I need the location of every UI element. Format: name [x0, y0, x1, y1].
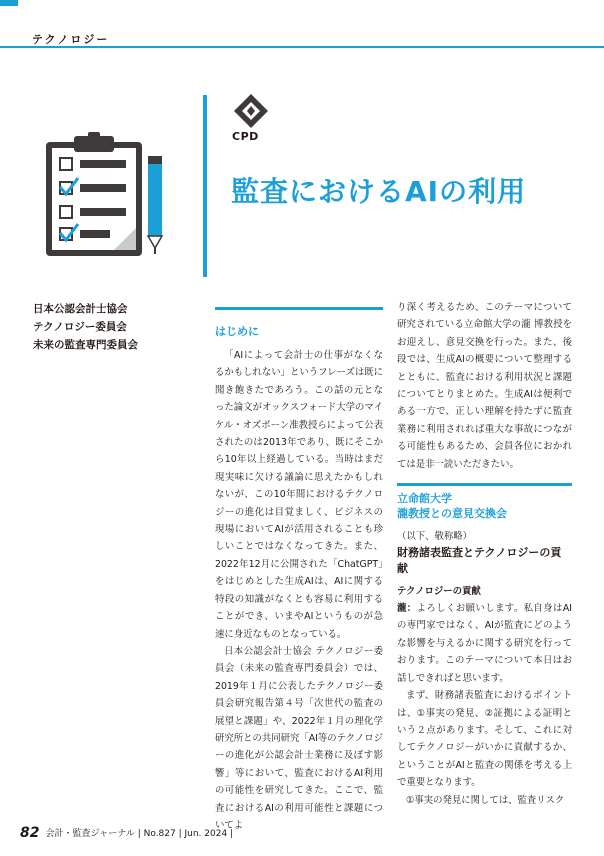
title-accent-bar	[203, 95, 207, 277]
author-line: 日本公認会計士協会	[33, 303, 128, 315]
author-line: テクノロジー委員会	[33, 321, 127, 333]
header-rule	[0, 46, 604, 48]
cpd-label: CPD	[232, 130, 259, 143]
paragraph: まず、財務諸表監査におけるポイントは、①事実の発見、②証拠による証明という２点があります。そして、これに対してテクノロジーがいかに貢献するか、ということがAIと監査の関係を考える上で重要となります。	[397, 690, 572, 789]
page-number: 82	[20, 825, 40, 841]
author-line: 未来の監査専門委員会	[33, 339, 138, 351]
heading-line: 立命館大学	[397, 492, 452, 506]
page-footer	[20, 825, 233, 841]
text-column-2	[397, 300, 572, 809]
paragraph: ①事実の発見に関しては、監査リスク	[406, 794, 565, 806]
text-column-1	[215, 300, 383, 834]
paragraph: 日本公認会計士協会 テクノロジー委員会（未来の監査専門委員会）では、2019年１月に公表したテクノロジー委員会研究報告第４号「次世代の監査の展望と課題」や、2022年１月の理化学研究所との共同研究「AI等のテクノロジーの進化が公認会計士業務に及ぼす影響」等において、監査におけるAI利用の可能性を研究してきた。ここで、監査におけるAIの利用可能性と課題についてよ	[215, 645, 383, 831]
paragraph: 「AIによって会計士の仕事がなくなるかもしれない」というフレーズは既に聞き飽きたであろう。この話の元となった論文がオックスフォード大学のマイケル・オズボーン准教授らによって公表されたのは2013年であり、既にそこから10年以上経過している。当時はまだ現実味に欠ける議論に思えたかもしれないが、この10年間におけるテクノロジーの進化は目覚ましく、ビジネスの現場においてAIが活用されることも珍しいことではなくなってきた。また、2022年12月に公開された「ChatGPT」をはじめとした生成AIは、AIに関する特段の知識がなくとも容易に利用することができ、いまやAIというものが急速に身近なものとなっている。	[215, 350, 384, 640]
section-rule	[397, 483, 572, 486]
heading-line: 瀧教授との意見交換会	[397, 507, 507, 521]
paragraph	[397, 600, 572, 687]
speaker-label: 瀧：	[397, 603, 417, 615]
page-header	[0, 0, 604, 46]
article-title: 監査におけるAIの利用	[231, 175, 527, 208]
author-block	[33, 300, 138, 354]
subsubheading: テクノロジーの貢献	[397, 586, 481, 598]
note: （以下、敬称略）	[397, 531, 473, 543]
paragraph-text: よろしくお願いします。私自身はAIの専門家ではなく、AIが監査にどのような影響を与えるかに関する研究を行っております。このテーマについて本日はお話しできればと思います。	[397, 603, 572, 684]
section-heading: はじめに	[215, 325, 259, 338]
section-heading	[397, 491, 572, 521]
subheading: 財務諸表監査とテクノロジーの貢献	[397, 546, 562, 576]
journal-info: 会計・監査ジャーナル | No.827 | Jun. 2024 |	[45, 829, 234, 839]
section-label: テクノロジー	[32, 33, 110, 46]
section-rule	[215, 307, 383, 310]
clipboard-checklist-icon	[40, 132, 180, 262]
paragraph: り深く考えるため、このテーマについて研究されている立命館大学の瀧 博教授をお迎えし、意見交換を行った。また、後段では、生成AIの概要について整理するとともに、監査における利用状況と課題についてとりまとめた。生成AIは便利である一方で、正しい理解を持たずに監査業務に利用されれば重大な事故につながる可能性もあるため、会員各位におかれては是非一読いただきたい。	[397, 302, 572, 470]
